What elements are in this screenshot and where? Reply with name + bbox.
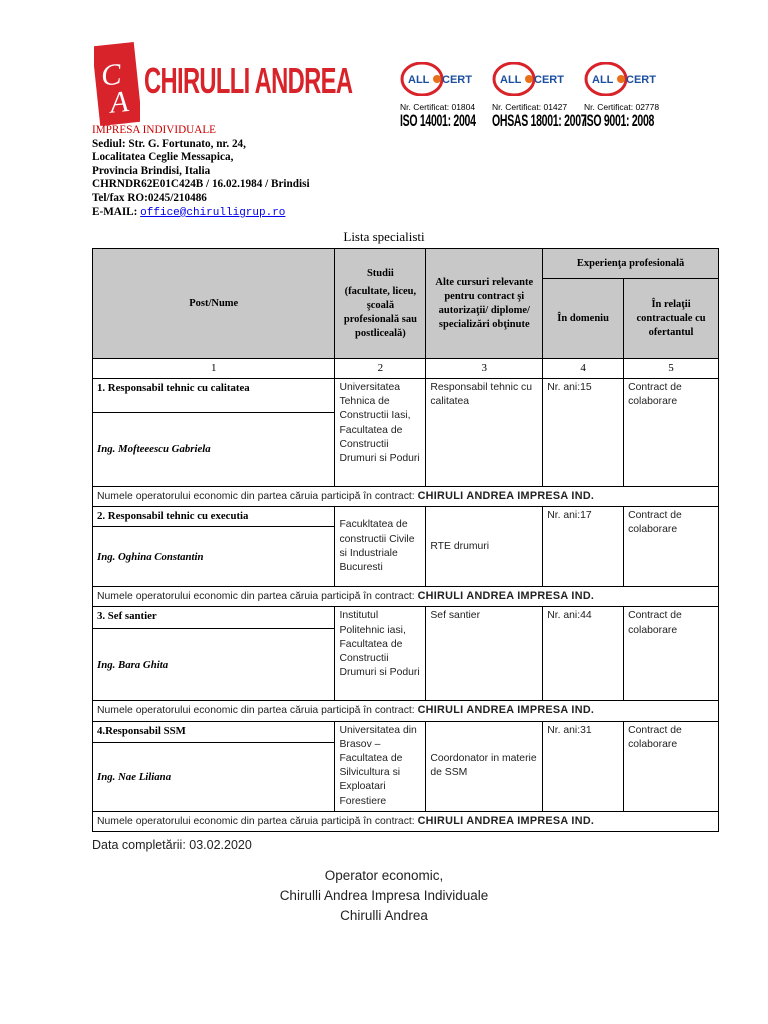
header-studies-detail: (facultate, liceu, şcoală profesională sau postliceală) [343,285,417,339]
company-registration: CHRNDR62E01C424B / 16.02.1984 / Brindisi [92,178,310,191]
email-link[interactable]: office@chirulligrup.ro [140,206,286,219]
column-number: 1 [93,359,335,379]
specialist-name: Ing. Oghina Constantin [93,527,335,587]
document-title: Lista specialisti [343,229,425,244]
operator-row [93,487,719,507]
completion-date: Data completării: 03.02.2020 [92,838,252,852]
signature-line1: Operator economic, [324,868,444,883]
company-info [92,124,310,220]
company-address-line1: Sediul: Str. G. Fortunato, nr. 24, [92,137,246,150]
operator-company: CHIRULI ANDREA IMPRESA IND. [417,814,595,827]
header-in-domain: În domeniu [543,279,624,359]
specialists-table [92,248,719,832]
operator-company: CHIRULI ANDREA IMPRESA IND. [417,704,595,717]
company-address-line2: Localitatea Ceglie Messapica, [92,151,234,164]
svg-text:CERT: CERT [442,74,472,86]
certificate-standard: OHSAS 18001: 2007 [492,111,587,130]
specialist-studies: Institutul Politehnic iasi, Facultatea de Constructii Drumuri si Poduri [335,607,426,701]
specialist-years: Nr. ani:17 [543,507,624,587]
specialist-relation: Contract de colaborare [624,379,719,487]
company-phone: Tel/fax RO:0245/210486 [92,191,207,204]
certificate-number: Nr. Certificat: 01804 [400,102,476,112]
operator-label: Numele operatorului economic din partea căruia participă în contract: [97,591,415,603]
allcert-logo-icon [584,62,664,96]
svg-text:ALL: ALL [500,74,522,86]
svg-text:ALL: ALL [592,74,614,86]
header-post-name: Post/Nume [93,249,335,359]
svg-text:CERT: CERT [626,74,656,86]
column-number: 2 [335,359,426,379]
signature-line3: Chirulli Andrea [340,908,428,923]
signature-line2: Chirulli Andrea Impresa Individuale [279,888,489,903]
specialist-relation: Contract de colaborare [624,607,719,701]
specialist-role: 3. Sef santier [93,607,335,629]
certificate-ohsas18001 [492,62,587,131]
specialist-name: Ing. Bara Ghita [93,629,335,701]
svg-text:ALL: ALL [408,74,430,86]
specialist-name: Ing. Nae Liliana [93,743,335,812]
specialist-studies: Universitatea din Brasov – Facultatea de Silvicultura si Exploatari Forestiere [335,721,426,811]
certificate-standard: ISO 14001: 2004 [400,111,476,130]
column-number: 5 [624,359,719,379]
column-number: 3 [426,359,543,379]
operator-company: CHIRULI ANDREA IMPRESA IND. [417,490,595,502]
column-number: 4 [543,359,624,379]
header-courses: Alte cursuri relevante pentru contract şi autorizaţii/ diplome/ specializări obţinute [426,249,543,359]
specialist-years: Nr. ani:44 [543,607,624,701]
certificate-number: Nr. Certificat: 02778 [584,102,660,112]
specialist-years: Nr. ani:15 [543,379,624,487]
specialist-courses: RTE drumuri [426,507,543,587]
ca-monogram-icon [94,42,140,126]
specialist-years: Nr. ani:31 [543,721,624,811]
specialist-relation: Contract de colaborare [624,721,719,811]
operator-company: CHIRULI ANDREA IMPRESA IND. [417,590,595,603]
specialist-courses: Sef santier [426,607,543,701]
operator-label: Numele operatorului economic din partea căruia participă în contract: [97,705,415,717]
allcert-logo-icon [492,62,572,96]
specialist-courses: Responsabil tehnic cu calitatea [426,379,543,487]
company-logo [94,42,353,126]
company-address-line3: Provincia Brindisi, Italia [92,164,211,177]
header-studies-title: Studii [366,267,394,279]
allcert-logo-icon [400,62,480,96]
svg-text:CERT: CERT [534,74,564,86]
certificate-iso14001 [400,62,488,131]
company-type: IMPRESA INDIVIDUALE [92,124,216,136]
operator-row [93,701,719,721]
operator-row [93,587,719,607]
specialist-role: 2. Responsabil tehnic cu executia [93,507,335,527]
email-label: E-MAIL: [92,205,141,218]
svg-text:A: A [108,85,130,120]
specialist-name: Ing. Mofteeescu Gabriela [93,413,335,487]
specialist-courses: Coordonator in materie de SSM [426,721,543,811]
specialist-studies: Facukltatea de constructii Civile si Industriale Bucuresti [335,507,426,587]
certificate-standard: ISO 9001: 2008 [584,111,655,130]
operator-label: Numele operatorului economic din partea căruia participă în contract: [97,815,415,827]
specialist-studies: Universitatea Tehnica de Constructii Iasi, Facultatea de Constructii Drumuri si Poduri [335,379,426,487]
certificate-number: Nr. Certificat: 01427 [492,102,568,112]
specialist-role: 4.Responsabil SSM [93,721,335,742]
signature-block [0,866,768,926]
specialist-role: 1. Responsabil tehnic cu calitatea [93,379,335,413]
logo-text: CHIRULLI ANDREA [144,60,353,101]
header-in-relation: În relaţii contractuale cu ofertantul [624,279,719,359]
operator-row [93,811,719,831]
header-experience: Experienţa profesională [543,249,719,279]
company-email-row [92,206,310,221]
svg-text:C: C [99,57,123,93]
operator-label: Numele operatorului economic din partea căruia participă în contract: [97,491,415,502]
header-studies [335,249,426,359]
specialist-relation: Contract de colaborare [624,507,719,587]
certificate-iso9001 [584,62,672,131]
